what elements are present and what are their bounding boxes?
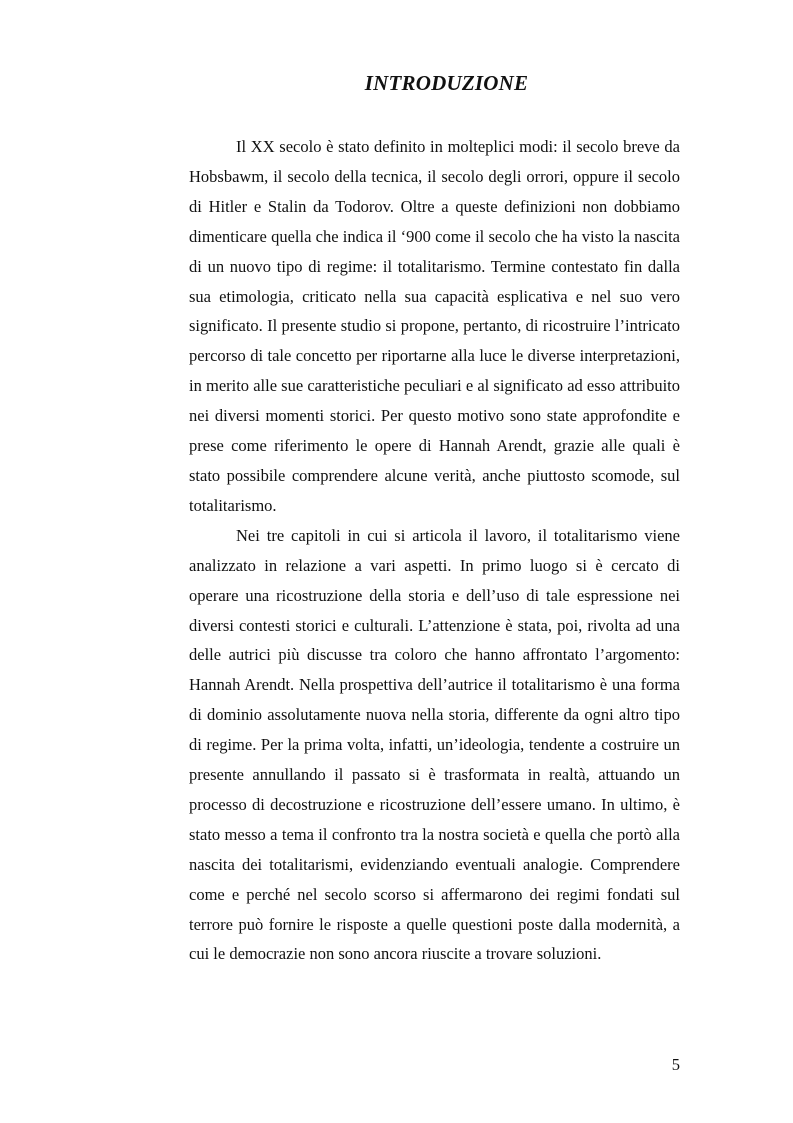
page-number: 5 — [671, 1055, 680, 1074]
paragraph-2: Nei tre capitoli in cui si articola il lavoro, il totalitarismo viene analizzato in relazione a vari aspetti. In primo luogo si è cercato di operare una ricostruzione della storia e dell’uso di tale espressione nei diversi contesti storici e culturali. L’attenzione è stata, poi, rivolta ad una delle autrici più discusse tra coloro che hanno affrontato l’argomento: Hannah Arendt. Nella prospettiva dell’autrice il totalitarismo è una forma di dominio assolutamente nuova nella storia, differente da ogni altro tipo di regime. Per la prima volta, infatti, un’ideologia, tendente a costruire un presente annullando il passato si è trasformata in realtà, attuando un processo di decostruzione e ricostruzione dell’essere umano. In ultimo, è stato messo a tema il confronto tra la nostra società e quella che portò alla nascita dei totalitarismi, evidenziando eventuali analogie. Comprendere come e perché nel secolo scorso si affermarono dei regimi fondati sul terrore può fornire le risposte a quelle questioni poste dalla modernità, a cui le democrazie non sono ancora riuscite a trovare soluzioni. — [189, 525, 680, 964]
body-text — [189, 132, 680, 969]
page-title: INTRODUZIONE — [364, 71, 529, 95]
paragraph-1: Il XX secolo è stato definito in molteplici modi: il secolo breve da Hobsbawm, il secolo della tecnica, il secolo degli orrori, oppure il secolo di Hitler e Stalin da Todorov. Oltre a queste definizioni non dobbiamo dimenticare quella che indica il ‘900 come il secolo che ha visto la nascita di un nuovo tipo di regime: il totalitarismo. Termine contestato fin dalla sua etimologia, criticato nella sua capacità esplicativa e nel suo vero significato. Il presente studio si propone, pertanto, di ricostruire l’intricato percorso di tale concetto per riportarne alla luce le diverse interpretazioni, in merito alle sue caratteristiche peculiari e al significato ad esso attribuito nei diversi momenti storici. Per questo motivo sono state approfondite e prese come riferimento le opere di Hannah Arendt, grazie alle quali è stato possibile comprendere alcune verità, anche piuttosto scomode, sul totalitarismo. — [189, 137, 680, 515]
